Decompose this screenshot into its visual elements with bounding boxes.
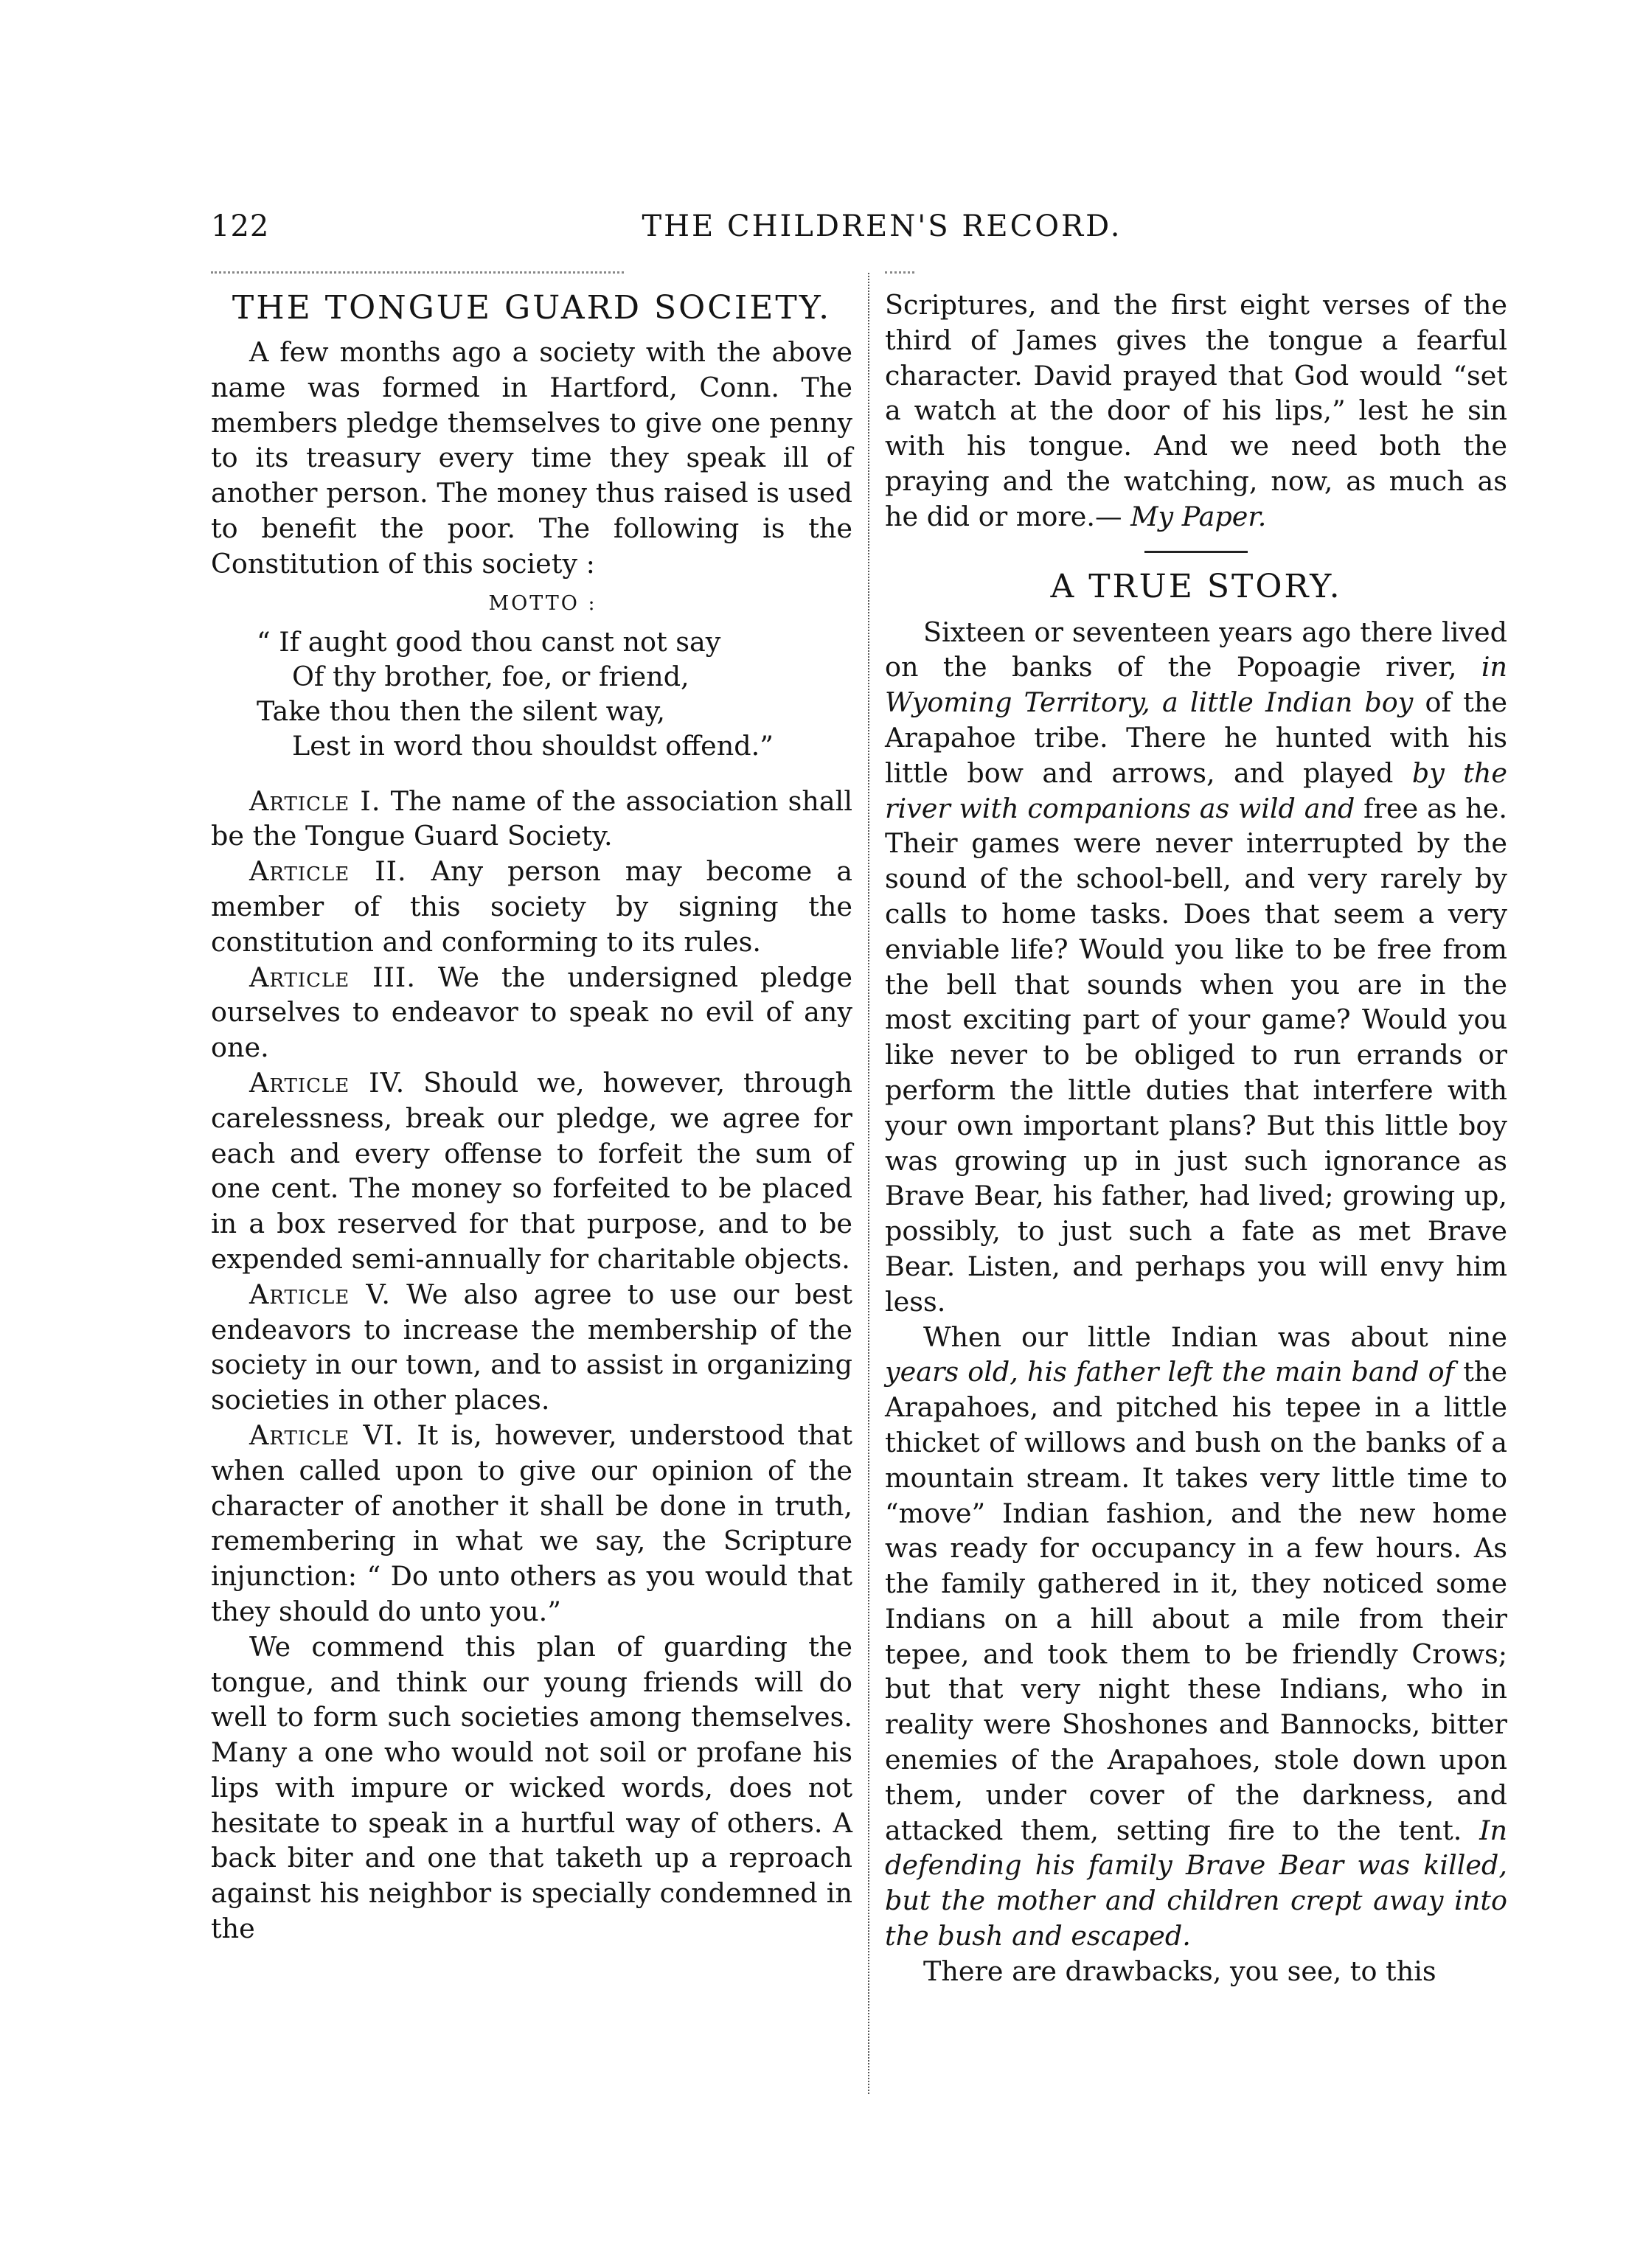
header-dotted-rule-left — [211, 271, 624, 274]
article-2 — [211, 854, 852, 959]
intro-paragraph: A few months ago a society with the above name was formed in Hartford, Conn. The members pledge themselves to give one penny to its treasury every time they speak ill of another person. The money thus raised is used to benefit the poor. The following is the Constitution of this society : — [211, 336, 852, 580]
article-label: Article II. — [249, 855, 407, 888]
running-title: THE CHILDREN'S RECORD. — [642, 209, 1122, 243]
story-text: free as he. Their games were never interrupted by the sound of the school-bell, and very rarely by calls to home tasks. Does that seem a very enviable life? Would you like to be free from the bell that sounds when you are in the most exciting part of your game? Would you like never to be obliged to run errands or perform the little duties that interfere with your own important plans? But this little boy was growing up in just such ignorance as Brave Bear, his father, had lived; growing up, possibly, to just such a fate as met Brave Bear. Listen, and perhaps you will envy him less. — [885, 792, 1507, 1318]
right-column — [885, 288, 1507, 1989]
story-text-italic: In defending his family Brave Bear was killed, but the mother and children crept away into the bush and escaped. — [885, 1814, 1508, 1952]
story-text: When our little Indian was about nine — [923, 1321, 1507, 1353]
article-6 — [211, 1418, 852, 1629]
motto-poem — [211, 625, 852, 763]
article-3 — [211, 960, 852, 1065]
story-text-italic: years old, his father left the main band of — [885, 1356, 1455, 1388]
story-text: of the Arapahoe tribe. There he hunted with his little bow and arrows, and played — [885, 686, 1507, 789]
story-text-italic: in Wyoming Territory, a little Indian boy — [885, 651, 1507, 719]
article-label: Article VI. — [249, 1419, 404, 1451]
page-number: 122 — [211, 209, 270, 243]
article-text: We the undersigned pledge ourselves to endeavor to speak no evil of any one. — [211, 961, 852, 1064]
article-text: We also agree to use our best endeavors to increase the membership of the society in our town, and to assist in organizing societies in other places. — [211, 1278, 852, 1416]
story-paragraph-1 — [885, 615, 1507, 1320]
article-text: Any person may become a member of this society by signing the constitution and conforming to its rules. — [211, 855, 853, 958]
poem-line: Take thou then the silent way, — [257, 695, 665, 727]
motto-label: MOTTO : — [488, 591, 597, 615]
article-5 — [211, 1277, 852, 1418]
continuation-paragraph — [885, 288, 1507, 535]
article-label: Article V. — [249, 1278, 391, 1310]
section-separator — [1144, 551, 1248, 553]
page-header — [211, 208, 1509, 260]
story-text: Sixteen or seventeen years ago there lived on the banks of the Popoagie river, — [885, 616, 1507, 683]
article-title-true-story: A TRUE STORY. — [1050, 567, 1342, 605]
poem-line: Of thy brother, foe, or friend, — [292, 660, 689, 692]
header-dotted-rule-right — [885, 271, 914, 274]
article-title-tongue-guard: THE TONGUE GUARD SOCIETY. — [232, 289, 832, 327]
story-text-italic: by the river with companions as wild and — [885, 756, 1507, 824]
article-4 — [211, 1065, 852, 1277]
column-divider — [868, 273, 869, 2094]
article-1 — [211, 784, 852, 855]
continuation-text: Scriptures, and the first eight verses of the third of James gives the tongue a fearful character. David prayed that God would “set a watch at the door of his lips,” lest he sin with his tongue. And we need both the praying and the watching, now, as much as he did or more.— — [885, 289, 1507, 532]
article-text: Should we, however, through carelessness, break our pledge, we agree for each and every offense to forfeit the sum of one cent. The money so forfeited to be placed in a box reserved for that purpose, and to be expended semi-annually for charitable objects. — [211, 1066, 852, 1275]
story-paragraph-2 — [885, 1320, 1507, 1954]
article-label: Article IV. — [249, 1066, 406, 1099]
story-paragraph-3: There are drawbacks, you see, to this — [923, 1955, 1436, 1987]
left-column — [211, 288, 852, 1947]
closing-paragraph: We commend this plan of guarding the tongue, and think our young friends will do well to form such societies among themselves. Many a one who would not soil or profane his lips with impure or wicked words, does not hesitate to speak in a hurtful way of others. A back biter and one that taketh up a reproach against his neighbor is specially condemned in the — [211, 1630, 852, 1945]
article-label: Article III. — [249, 961, 416, 993]
article-label: Article I. — [249, 785, 381, 817]
poem-line: “ If aught good thou canst not say — [257, 625, 721, 658]
source-credit: My Paper. — [1130, 500, 1267, 532]
story-text: the Arapahoes, and pitched his tepee in a little thicket of willows and bush on the banks of a mountain stream. It takes very little time to “move” Indian fashion, and the new home was ready for occupancy in a few hours. As the family gathered in it, they noticed some Indians on a hill about a mile from their tepee, and took them to be friendly Crows; but that very night these Indians, who in reality were Shoshones and Bannocks, bitter enemies of the Arapahoes, stole down upon them, under cover of the darkness, and attacked them, setting fire to the tent. — [885, 1356, 1508, 1846]
article-text: It is, however, understood that when called upon to give our opinion of the character of another it shall be done in truth, remembering in what we say, the Scripture injunction: “ Do unto others as you would that they should do unto you.” — [211, 1419, 852, 1627]
article-text: The name of the association shall be the Tongue Guard Society. — [211, 785, 852, 852]
poem-line: Lest in word thou shouldst offend.” — [292, 729, 774, 762]
